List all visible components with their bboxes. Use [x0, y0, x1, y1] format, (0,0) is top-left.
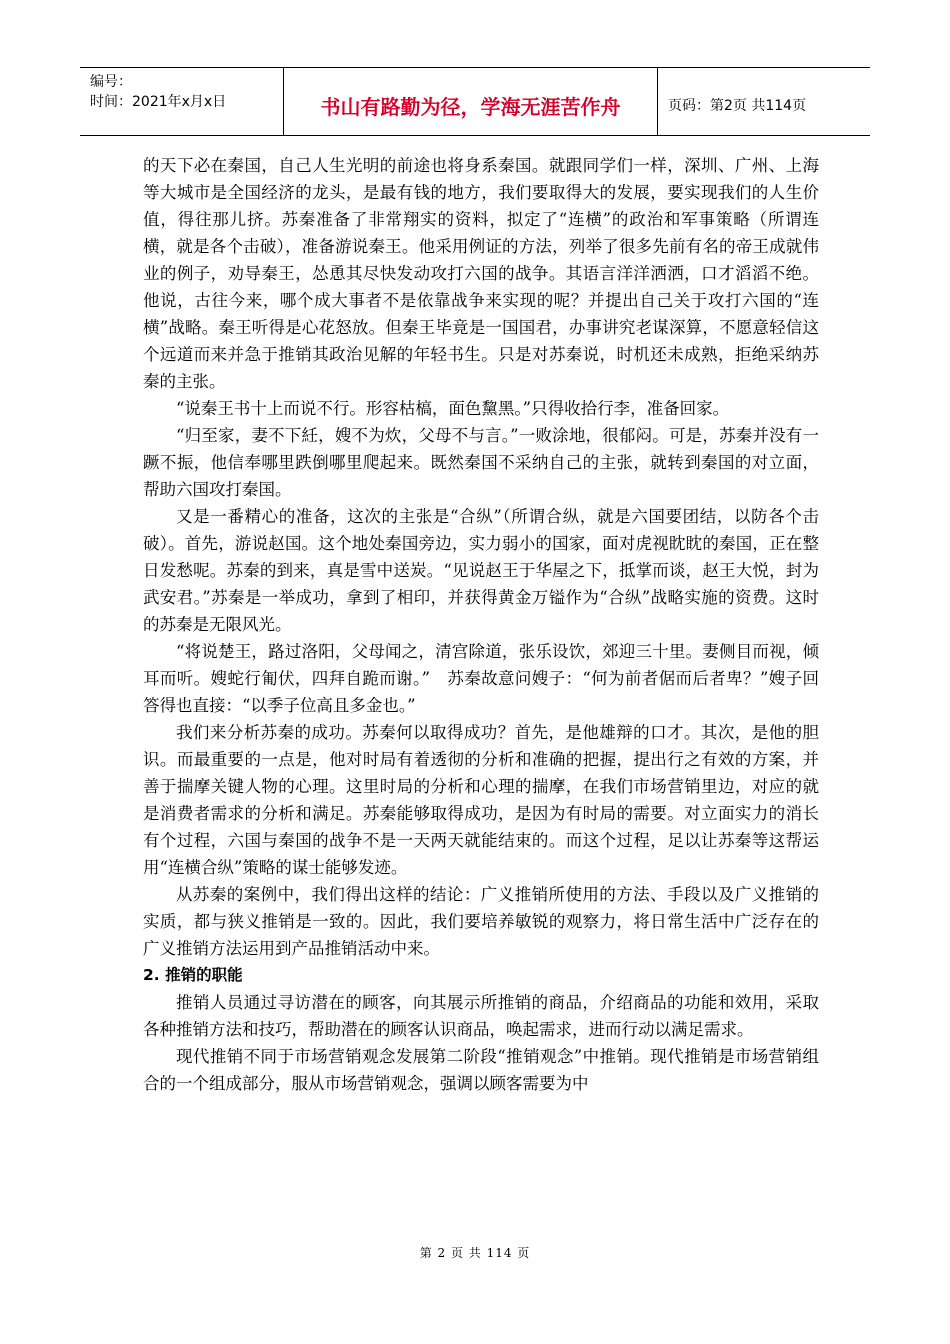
paragraph: 从苏秦的案例中，我们得出这样的结论：广义推销所使用的方法、手段以及广义推销的实质，都与狭义推销是一致的。因此，我们要培养敏锐的观察力，将日常生活中广泛存在的广义推销方法运用到产品推销活动中来。: [143, 885, 819, 958]
time-label: 时间：2021年x月x日: [90, 94, 227, 110]
document-body: [143, 152, 819, 1097]
section-heading: 2. 推销的职能: [143, 966, 243, 984]
paragraph: 我们来分析苏秦的成功。苏秦何以取得成功？首先，是他雄辩的口才。其次，是他的胆识。而最重要的一点是，他对时局有着透彻的分析和准确的把握，提出行之有效的方案，并善于揣摩关键人物的心理。这里时局的分析和心理的揣摩，在我们市场营销里边，对应的就是消费者需求的分析和满足。苏秦能够取得成功，是因为有时局的需要。对立面实力的消长有个过程，六国与秦国的战争不是一天两天就能结束的。而这个过程，足以让苏秦等这帮运用“连横合纵”策略的谋士能够发迹。: [143, 723, 819, 877]
paragraph: “将说楚王，路过洛阳，父母闻之，清宫除道，张乐设饮，郊迎三十里。妻侧目而视，倾耳而听。嫂蛇行匍伏，四拜自跪而谢。” 苏秦故意问嫂子：“何为前者倨而后者卑？”嫂子回答得也直接：“以季子位高且多金也。”: [143, 642, 819, 715]
paragraph: “说秦王书十上而说不行。形容枯槁，面色黧黑。”只得收拾行李，准备回家。: [176, 399, 730, 418]
header-motto: 书山有路勤为径，学海无涯苦作舟: [284, 68, 658, 135]
paragraph: 又是一番精心的准备，这次的主张是“合纵”（所谓合纵，就是六国要团结，以防各个击破）。首先，游说赵国。这个地处秦国旁边，实力弱小的国家，面对虎视眈眈的秦国，正在整日发愁呢。苏秦的到来，真是雪中送炭。“见说赵王于华屋之下，抵掌而谈，赵王大悦，封为武安君。”苏秦是一举成功，拿到了相印，并获得黄金万镒作为“合纵”战略实施的资费。这时的苏秦是无限风光。: [143, 507, 819, 634]
paragraph: “归至家，妻不下紝，嫂不为炊，父母不与言。”一败涂地，很郁闷。可是，苏秦并没有一蹶不振，他信奉哪里跌倒哪里爬起来。既然秦国不采纳自己的主张，就转到秦国的对立面，帮助六国攻打秦国。: [143, 426, 819, 499]
document-header: [80, 67, 870, 136]
header-meta: [80, 68, 284, 135]
paragraph: 现代推销不同于市场营销观念发展第二阶段“推销观念”中推销。现代推销是市场营销组合的一个组成部分，服从市场营销观念，强调以顾客需要为中: [143, 1047, 819, 1093]
number-label: 编号：: [90, 74, 132, 90]
page-footer: 第 2 页 共 114 页: [419, 1246, 531, 1260]
header-page-info: 页码：第2页 共114页: [668, 97, 807, 114]
paragraph: 推销人员通过寻访潜在的顾客，向其展示所推销的商品，介绍商品的功能和效用，采取各种推销方法和技巧，帮助潜在的顾客认识商品，唤起需求，进而行动以满足需求。: [143, 993, 819, 1039]
paragraph: 的天下必在秦国，自己人生光明的前途也将身系秦国。就跟同学们一样，深圳、广州、上海等大城市是全国经济的龙头，是最有钱的地方，我们要取得大的发展，要实现我们的人生价值，得往那儿挤。苏秦准备了非常翔实的资料，拟定了“连横”的政治和军事策略（所谓连横，就是各个击破），准备游说秦王。他采用例证的方法，列举了很多先前有名的帝王成就伟业的例子，劝导秦王，怂恿其尽快发动攻打六国的战争。其语言洋洋洒洒，口才滔滔不绝。他说，古往今来，哪个成大事者不是依靠战争来实现的呢？并提出自己关于攻打六国的“连横”战略。秦王听得是心花怒放。但秦王毕竟是一国国君，办事讲究老谋深算，不愿意轻信这个远道而来并急于推销其政治见解的年轻书生。只是对苏秦说，时机还未成熟，拒绝采纳苏秦的主张。: [143, 156, 819, 391]
